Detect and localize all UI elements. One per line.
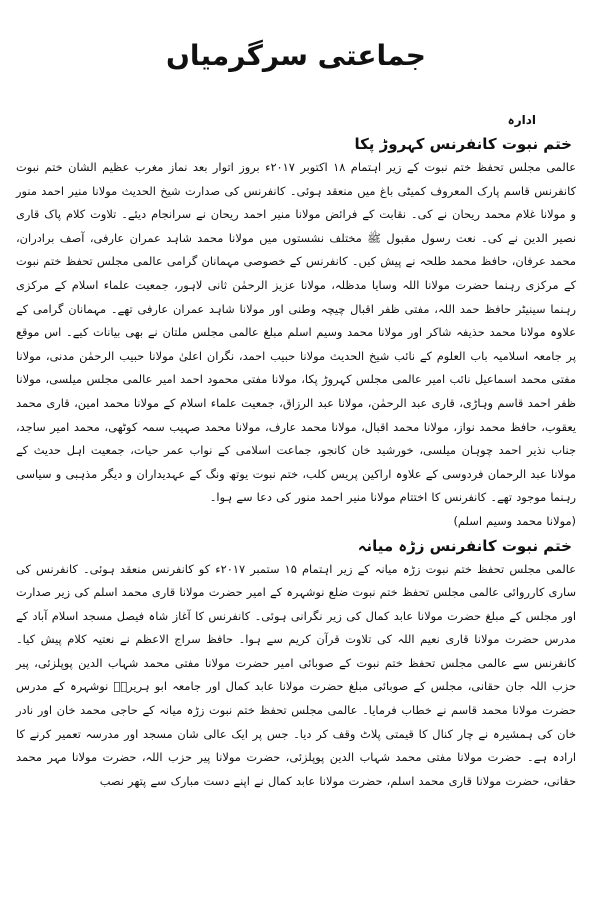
body-paragraph: عالمی مجلس تحفظ ختم نبوت کے زیر اہتمام ۱۸ اکتوبر ۲۰۱۷ء بروز اتوار بعد نماز مغرب عظیم الشان ختم نبوت کانفرنس قاسم پارک المعروف کمیٹی باغ میں منعقد ہوئی۔ کانفرنس کی صدارت شیخ الحدیث مولانا منیر احمد منور و مولانا غلام محمد ریحان نے کی۔ نقابت کے فرائض مولانا منیر احمد ریحان نے سرانجام دیئے۔ تلاوت کلام پاک قاری نصیر الدین نے کی۔ نعت رسول مقبول ﷺ مختلف نشستوں میں مولانا محمد شاہد عمران عارفی، آصف برادران، محمد عرفان، حافظ محمد طلحہ نے پیش کیں۔ کانفرنس کے خصوصی مہمانان گرامی عالمی مجلس تحفظ ختم نبوت کے مرکزی رہنما حضرت مولانا اللہ وسایا مدظلہ، مولانا عزیز الرحمٰن ثانی لاہور، جمعیت علماء اسلام کے مرکزی رہنما سینیٹر حافظ حمد اللہ، مفتی ظفر اقبال چیچہ وطنی اور مولانا شاہد عمران عارفی تھے۔ مہمانان گرامی کے علاوہ مولانا محمد حذیفہ شاکر اور مولانا محمد وسیم اسلم مبلغ عالمی مجلس ملتان نے بھی بیانات کیے۔ اس موقع پر جامعہ اسلامیہ باب العلوم کے نائب شیخ الحدیث مولانا حبیب احمد، نگران اعلیٰ مولانا حبیب الرحمٰن مدنی، مولانا مفتی محمد اسماعیل نائب امیر عالمی مجلس کہروڑ پکا، مولانا مفتی محمود احمد امیر عالمی مجلس میلسی، مولانا ظفر احمد قاسم وہاڑی، قاری عبد الرحمٰن، مولانا عبد الرزاق، جمعیت علماء اسلام کے مولانا محمد امین، قاری محمد یعقوب، حافظ محمد نواز، مولانا محمد اقبال، مولانا محمد عارف، مولانا محمد صہیب سمہ کوٹھی، محمد امیر ساجد، جناب نذیر احمد چوہان میلسی، خورشید خان کانجو، جماعت اسلامی کے نواب عمر حیات، جمعیت اہل حدیث کے مولانا عبد الرحمان فردوسی کے علاوہ اراکین پریس کلب، ختم نبوت یوتھ ونگ کے عہدیداران و دیگر مذہبی و سیاسی رہنما موجود تھے۔ کانفرنس کا اختتام مولانا منیر احمد منور کی دعا سے ہوا۔ — [16, 160, 577, 505]
page-title: جماعتی سرگرمیاں — [166, 39, 426, 72]
article-section-zarra-miana — [16, 534, 576, 794]
section-body — [16, 156, 576, 534]
body-paragraph: عالمی مجلس تحفظ ختم نبوت زڑہ میانہ کے زیر اہتمام ۱۵ ستمبر ۲۰۱۷ء کو کانفرنس منعقد ہوئی۔ کانفرنس کی ساری کارروائی عالمی مجلس تحفظ ختم نبوت ضلع نوشہرہ کے امیر حضرت مولانا قاری محمد اسلم کی زیر صدارت اور مجلس کے مبلغ حضرت مولانا عابد کمال کی زیر نگرانی ہوئی۔ کانفرنس کا آغاز شاہ فیصل مسجد اسلام آباد کے مدرس حضرت مولانا قاری نعیم اللہ کی تلاوت قرآن کریم سے ہوا۔ حافظ سراج الاعظم نے نعتیہ کلام پیش کیا۔ کانفرنس سے عالمی مجلس تحفظ ختم نبوت کے صوبائی امیر حضرت مولانا مفتی محمد شہاب الدین پوپلزئی، پیر حزب اللہ جان حقانی، مجلس کے صوبائی مبلغ حضرت مولانا عابد کمال اور جامعہ ابو ہریرہؓ نوشہرہ کے مدرس حضرت مولانا محمد قاسم نے خطاب فرمایا۔ عالمی مجلس تحفظ ختم نبوت زڑہ میانہ کے حاجی محمد خان اور نادر خان کی ہمشیرہ نے چار کنال کا قیمتی پلاٹ وقف کر دیا۔ جس پر ایک عالی شان مسجد اور مدرسہ تعمیر کرنے کا ارادہ ہے۔ حضرت مولانا مفتی محمد شہاب الدین پوپلزئی، حضرت مولانا پیر حزب اللہ، حضرت مولانا مہر محمد حقانی، حضرت مولانا قاری محمد اسلم، حضرت مولانا عابد کمال نے اپنے دست مبارک سے پتھر نصب — [16, 561, 577, 788]
section-body — [16, 558, 576, 794]
signature: (مولانا محمد وسیم اسلم) — [453, 513, 576, 528]
section-heading: ختم نبوت کانفرنس کہروڑ پکا — [354, 135, 572, 153]
author-byline: ادارہ — [507, 113, 536, 127]
section-heading: ختم نبوت کانفرنس زڑہ میانہ — [357, 536, 572, 555]
article-section-kehror-pakka — [16, 132, 576, 534]
